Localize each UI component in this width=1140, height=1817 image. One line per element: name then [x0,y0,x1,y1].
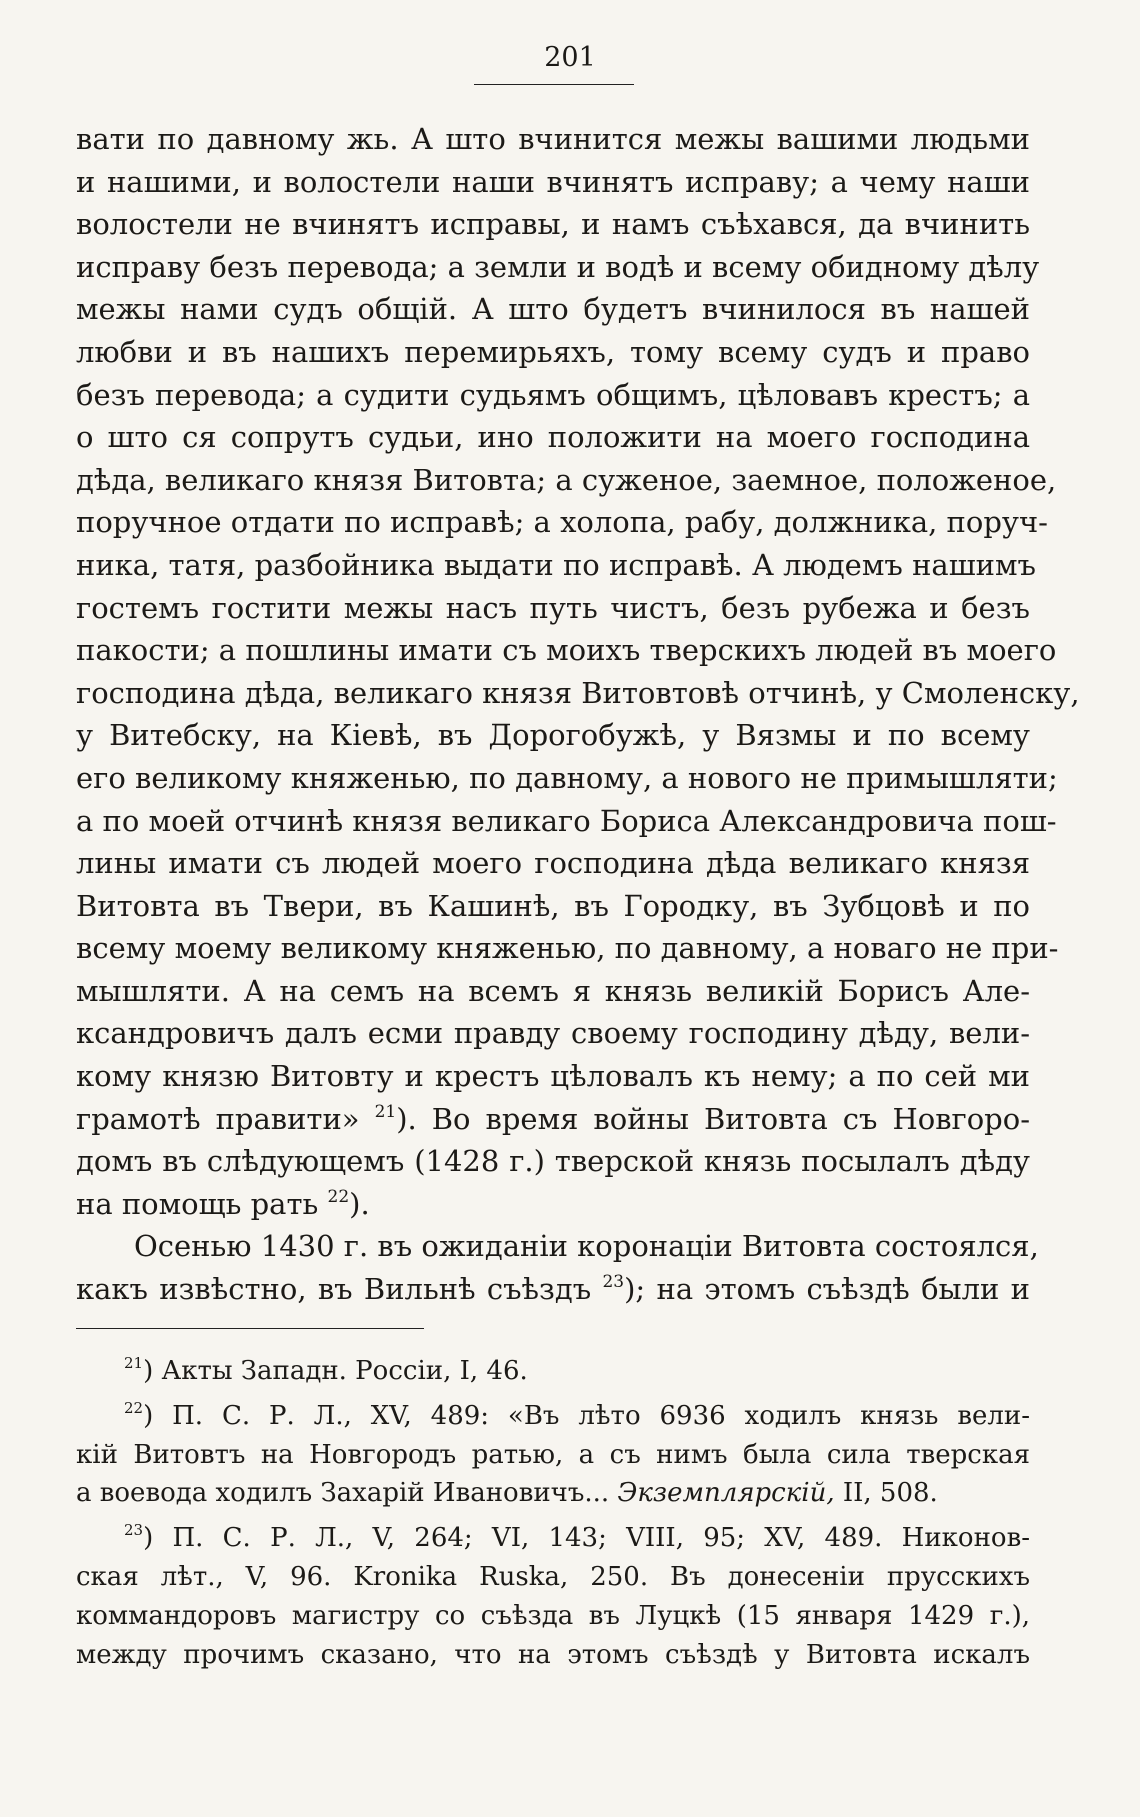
text-line: ксандровичъ далъ есми правду своему господину дѣду, вели- [76,1016,1030,1051]
text-line: лины имати съ людей моего господина дѣда великаго князя [76,846,1030,881]
header-rule [474,84,634,85]
text-run: грамотѣ правити» [76,1101,375,1136]
footnote-line: коммандоровъ магистру со съѣзда въ Луцкѣ (15 января 1429 г.), [76,1600,1030,1631]
text-line: и нашими, и волостели наши вчинятъ исправу; а чему наши [76,164,1030,199]
footnote-ref-21: 21 [374,1101,397,1122]
text-line: Осенью 1430 г. въ ожиданіи коронаціи Витовта состоялся, [134,1229,1039,1264]
text-line: пакости; а пошлины имати съ моихъ тверскихъ людей въ моего [76,633,1057,668]
footnote-line: ская лѣт., V, 96. Kronika Ruska, 250. Въ донесеніи прусскихъ [76,1561,1030,1592]
main-text [76,118,1080,1311]
footnote-author: Экземплярскій, [617,1478,835,1509]
footnotes [76,1352,1030,1674]
text-line: ника, татя, разбойника выдати по исправѣ. А людемъ нашимъ [76,547,1036,582]
footnote-text: II, 508. [834,1478,938,1509]
text-line: всему моему великому княженью, по давному, а новаго не при- [76,931,1059,966]
footnote-ref-22: 22 [327,1186,350,1207]
text-line: домъ въ слѣдующемъ (1428 г.) тверской князь посылалъ дѣду [76,1144,1030,1179]
footnote-line: между прочимъ сказано, что на этомъ съѣздѣ у Витовта искалъ [76,1639,1030,1670]
text-line: о што ся сопрутъ судьи, ино положити на моего господина [76,420,1030,455]
text-run: ). [349,1186,370,1221]
footnote-text: а воевода ходилъ Захарій Ивановичъ... [76,1478,618,1509]
text-run: ); на этомъ съѣздѣ были и [624,1272,1030,1307]
text-line: межы нами судъ общій. А што будетъ вчинилося въ нашей [76,292,1030,327]
footnote-mark: 22 [124,1398,144,1417]
page-number: 201 [544,42,596,73]
text-line: а по моей отчинѣ князя великаго Бориса Александровича пош- [76,803,1057,838]
footnote-line [76,1474,1030,1513]
text-run: какъ извѣстно, въ Вильнѣ съѣздъ [76,1272,603,1307]
text-line [76,1098,1030,1141]
text-line: мышляти. А на семъ на всемъ я князь великій Борисъ Але- [76,973,1030,1008]
footnote-text: ) Акты Западн. Россіи, I, 46. [143,1356,528,1386]
text-line [76,1268,1030,1311]
text-line: вати по давному жь. А што вчинится межы вашими людьми [76,122,1030,156]
text-line: поручное отдати по исправѣ; а холопа, рабу, должника, поруч- [76,505,1048,540]
text-line: дѣда, великаго князя Витовта; а суженое, заемное, положеное, [76,462,1057,497]
text-run: ). Во время войны Витовта съ Новгоро- [396,1101,1031,1136]
text-line: кому князю Витовту и крестъ цѣловалъ къ нему; а по сей ми [76,1059,1030,1094]
footnote-23 [76,1519,1030,1558]
footnote-line: кій Витовтъ на Новгородъ ратью, а съ нимъ была сила тверская [76,1439,1030,1470]
footnote-22 [76,1397,1030,1436]
text-line: любви и въ нашихъ перемирьяхъ, тому всему судъ и право [76,334,1030,369]
text-line: Витовта въ Твери, въ Кашинѣ, въ Городку, въ Зубцовѣ и по [76,888,1030,923]
footnote-mark: 23 [124,1521,144,1540]
text-run: на помощь рать [76,1186,328,1221]
text-line: господина дѣда, великаго князя Витовтовѣ отчинѣ, у Смоленску, [76,675,1080,710]
footnote-ref-23: 23 [602,1272,625,1293]
footnote-21 [76,1352,1030,1391]
text-line: у Витебску, на Кіевѣ, въ Дорогобужѣ, у Вязмы и по всему [76,718,1030,753]
footnote-text: ) П. С. Р. Л., XV, 489: «Въ лѣто 6936 ходилъ князь вели- [143,1400,1030,1431]
text-line: гостемъ гостити межы насъ путь чистъ, безъ рубежа и безъ [76,590,1030,625]
footnote-rule [76,1328,424,1329]
text-line: безъ перевода; а судити судьямъ общимъ, цѣловавъ крестъ; а [76,377,1030,412]
text-line: его великому княженью, по давному, а нового не примышляти; [76,760,1058,795]
text-line: волостели не вчинятъ исправы, и намъ съѣхався, да вчинить [76,207,1030,242]
footnote-text: ) П. С. Р. Л., V, 264; VI, 143; VIII, 95; XV, 489. Никонов- [143,1523,1030,1554]
text-line [76,1183,1030,1226]
text-line: исправу безъ перевода; а земли и водѣ и всему обидному дѣлу [76,249,1040,284]
footnote-mark: 21 [124,1354,144,1372]
